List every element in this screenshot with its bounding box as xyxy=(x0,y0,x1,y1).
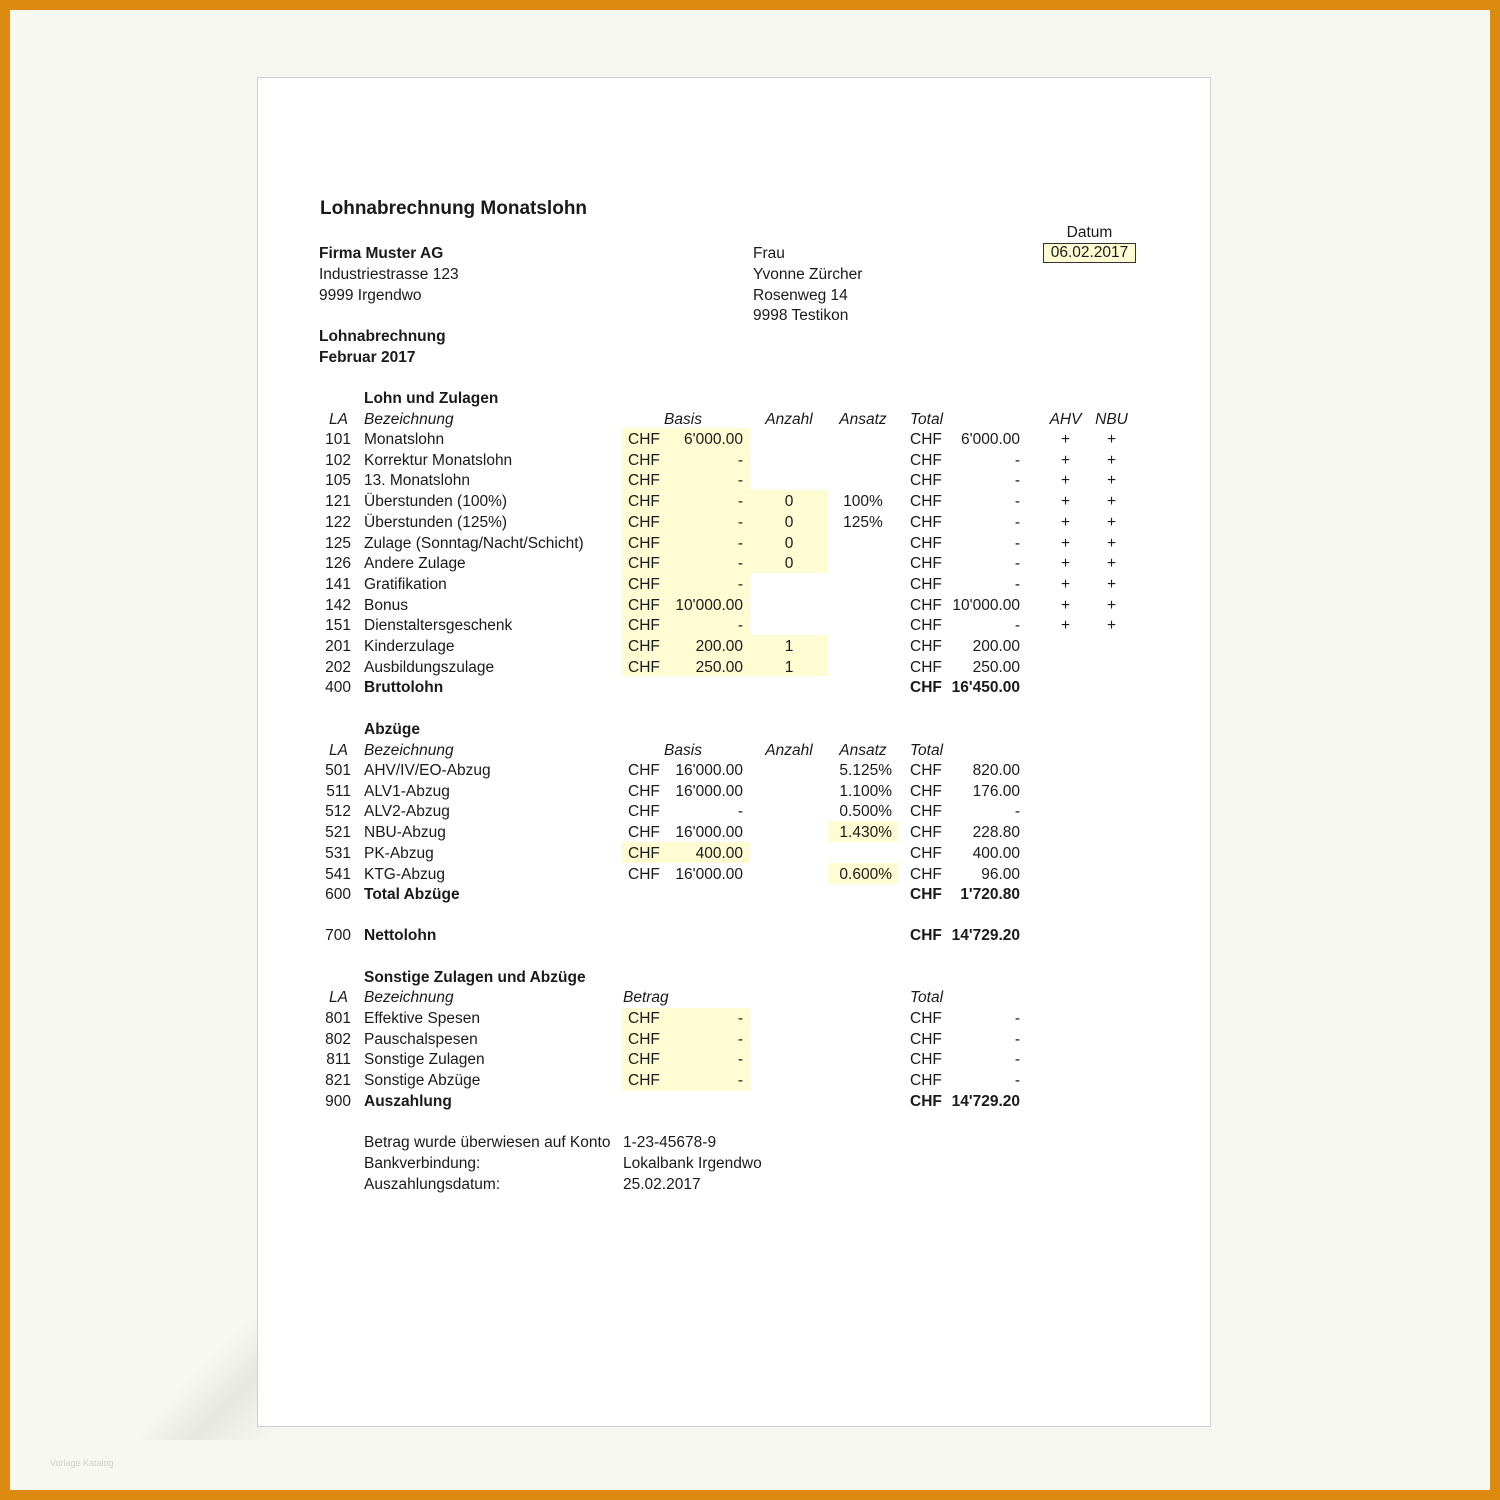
sonstige-row-betrag: - xyxy=(737,1072,743,1089)
payment-account-value: 1-23-45678-9 xyxy=(623,1134,717,1151)
abzuege-row-total: 228.80 xyxy=(972,824,1020,841)
abzuege-sum-la: 600 xyxy=(325,886,351,903)
lohn-row-currency: CHF xyxy=(628,452,660,469)
abzuege-row-basis: 16'000.00 xyxy=(675,866,743,883)
lohn-row-basis: 250.00 xyxy=(695,659,743,676)
payment-date-value: 25.02.2017 xyxy=(623,1176,701,1193)
sonstige-row-currency: CHF xyxy=(628,1010,660,1027)
lohn-row-ahv: + xyxy=(1060,493,1071,510)
lohn-row-total: 10'000.00 xyxy=(952,597,1020,614)
netto-la: 700 xyxy=(325,927,351,944)
abzuege-row-currency: CHF xyxy=(628,845,660,862)
lohn-row-total: - xyxy=(1014,555,1020,572)
lohn-row-label: Dienstaltersgeschenk xyxy=(364,617,513,634)
lohn-row-total-currency: CHF xyxy=(910,431,942,448)
lohn-row-nbu: + xyxy=(1106,576,1117,593)
lohn-header-ahv: AHV xyxy=(1049,411,1082,428)
abzuege-row-ansatz: 1.430% xyxy=(839,824,892,841)
sonstige-row-currency: CHF xyxy=(628,1051,660,1068)
abzuege-header-bez: Bezeichnung xyxy=(364,742,454,759)
lohn-row-total: - xyxy=(1014,617,1020,634)
lohn-row-anzahl: 0 xyxy=(784,514,794,531)
lohn-row-currency: CHF xyxy=(628,431,660,448)
lohn-row-total-currency: CHF xyxy=(910,555,942,572)
sonstige-row-label: Sonstige Abzüge xyxy=(364,1072,481,1089)
sonstige-row-la: 802 xyxy=(325,1031,351,1048)
lohn-row-label: Zulage (Sonntag/Nacht/Schicht) xyxy=(364,535,584,552)
lohn-row-nbu: + xyxy=(1106,452,1117,469)
lohn-row-total: - xyxy=(1014,472,1020,489)
abzuege-row-currency: CHF xyxy=(628,866,660,883)
lohn-sum-la: 400 xyxy=(325,679,351,696)
lohn-row-label: 13. Monatslohn xyxy=(364,472,470,489)
date-label: Datum xyxy=(1066,224,1113,241)
abzuege-row-ansatz: 0.500% xyxy=(839,803,892,820)
lohn-row-anzahl: 0 xyxy=(784,555,794,572)
lohn-row-la: 141 xyxy=(325,576,351,593)
lohn-row-currency: CHF xyxy=(628,535,660,552)
lohn-row-total-currency: CHF xyxy=(910,493,942,510)
sonstige-row-currency: CHF xyxy=(628,1031,660,1048)
abzuege-row-basis: - xyxy=(737,803,743,820)
sonstige-sum-currency: CHF xyxy=(910,1093,942,1110)
lohn-row-nbu: + xyxy=(1106,597,1117,614)
abzuege-row-currency: CHF xyxy=(628,824,660,841)
lohn-row-label: Überstunden (100%) xyxy=(364,493,508,510)
lohn-row-currency: CHF xyxy=(628,576,660,593)
sonstige-row-label: Pauschalspesen xyxy=(364,1031,478,1048)
recipient-street: Rosenweg 14 xyxy=(753,287,848,304)
lohn-row-currency: CHF xyxy=(628,638,660,655)
sonstige-row-betrag: - xyxy=(737,1010,743,1027)
lohn-row-la: 125 xyxy=(325,535,351,552)
abzuege-row-ansatz: 5.125% xyxy=(839,762,892,779)
abzuege-header-basis: Basis xyxy=(664,742,702,759)
abzuege-header-anzahl: Anzahl xyxy=(765,742,813,759)
lohn-row-total-currency: CHF xyxy=(910,472,942,489)
abzuege-header-la: LA xyxy=(329,742,348,759)
lohn-row-total: - xyxy=(1014,514,1020,531)
abzuege-row-basis: 16'000.00 xyxy=(675,824,743,841)
abzuege-row-label: PK-Abzug xyxy=(364,845,434,862)
lohn-header-total: Total xyxy=(910,411,944,428)
sonstige-row-total: - xyxy=(1014,1010,1020,1027)
lohn-row-label: Kinderzulage xyxy=(364,638,455,655)
recipient-name: Yvonne Zürcher xyxy=(753,266,863,283)
abzuege-row-total-currency: CHF xyxy=(910,824,942,841)
abzuege-row-la: 521 xyxy=(325,824,351,841)
lohn-row-total-currency: CHF xyxy=(910,659,942,676)
abzuege-row-total-currency: CHF xyxy=(910,803,942,820)
lohn-row-basis: - xyxy=(737,493,743,510)
recipient-salutation: Frau xyxy=(753,245,785,262)
lohn-row-ahv: + xyxy=(1060,597,1071,614)
lohn-row-anzahl: 0 xyxy=(784,493,794,510)
lohn-row-nbu: + xyxy=(1106,514,1117,531)
abzuege-row-total-currency: CHF xyxy=(910,866,942,883)
sonstige-row-la: 821 xyxy=(325,1072,351,1089)
lohn-row-currency: CHF xyxy=(628,555,660,572)
lohn-row-total: - xyxy=(1014,493,1020,510)
abzuege-row-label: NBU-Abzug xyxy=(364,824,446,841)
abzuege-row-la: 512 xyxy=(325,803,351,820)
lohn-row-ahv: + xyxy=(1060,431,1071,448)
lohn-row-nbu: + xyxy=(1106,493,1117,510)
sonstige-row-total: - xyxy=(1014,1072,1020,1089)
watermark: Vorlage Katalog xyxy=(50,1458,114,1468)
sonstige-row-currency: CHF xyxy=(628,1072,660,1089)
sonstige-row-la: 801 xyxy=(325,1010,351,1027)
lohn-row-nbu: + xyxy=(1106,431,1117,448)
lohn-row-la: 101 xyxy=(325,431,351,448)
payslip-page xyxy=(257,77,1211,1427)
netto-label: Nettolohn xyxy=(364,927,437,944)
payment-bank-value: Lokalbank Irgendwo xyxy=(623,1155,762,1172)
company-city: 9999 Irgendwo xyxy=(319,287,422,304)
lohn-row-la: 151 xyxy=(325,617,351,634)
abzuege-row-total-currency: CHF xyxy=(910,783,942,800)
payment-date-label: Auszahlungsdatum: xyxy=(364,1176,501,1193)
sonstige-row-label: Effektive Spesen xyxy=(364,1010,481,1027)
payment-account-label: Betrag wurde überwiesen auf Konto xyxy=(364,1134,611,1151)
lohn-row-la: 142 xyxy=(325,597,351,614)
lohn-row-total: - xyxy=(1014,535,1020,552)
abzuege-row-currency: CHF xyxy=(628,803,660,820)
sonstige-sum-la: 900 xyxy=(325,1093,351,1110)
lohn-row-la: 126 xyxy=(325,555,351,572)
lohn-row-ahv: + xyxy=(1060,555,1071,572)
sonstige-sum-label: Auszahlung xyxy=(364,1093,452,1110)
sonstige-header-bez: Bezeichnung xyxy=(364,989,454,1006)
abzuege-header-ansatz: Ansatz xyxy=(839,742,887,759)
abzuege-row-total-currency: CHF xyxy=(910,845,942,862)
abzuege-sum-total: 1'720.80 xyxy=(960,886,1020,903)
lohn-row-ahv: + xyxy=(1060,617,1071,634)
lohn-row-la: 202 xyxy=(325,659,351,676)
lohn-row-total: 250.00 xyxy=(972,659,1020,676)
lohn-row-basis: - xyxy=(737,452,743,469)
lohn-row-anzahl: 1 xyxy=(784,659,794,676)
abzuege-row-ansatz: 1.100% xyxy=(839,783,892,800)
lohn-sum-total: 16'450.00 xyxy=(951,679,1020,696)
lohn-row-basis: 6'000.00 xyxy=(684,431,743,448)
netto-currency: CHF xyxy=(910,927,942,944)
sonstige-row-total-currency: CHF xyxy=(910,1072,942,1089)
lohn-row-total-currency: CHF xyxy=(910,514,942,531)
sonstige-row-la: 811 xyxy=(326,1051,351,1068)
lohn-row-total-currency: CHF xyxy=(910,597,942,614)
lohn-row-basis: 10'000.00 xyxy=(675,597,743,614)
lohn-header-la: LA xyxy=(329,411,348,428)
period: Februar 2017 xyxy=(319,349,416,366)
abzuege-row-la: 501 xyxy=(325,762,351,779)
lohn-row-anzahl: 1 xyxy=(784,638,794,655)
section-sonstige-title: Sonstige Zulagen und Abzüge xyxy=(364,969,586,986)
abzuege-row-la: 541 xyxy=(325,866,351,883)
lohn-row-ahv: + xyxy=(1060,535,1071,552)
abzuege-row-label: KTG-Abzug xyxy=(364,866,445,883)
sonstige-row-total-currency: CHF xyxy=(910,1010,942,1027)
sonstige-row-total: - xyxy=(1014,1031,1020,1048)
abzuege-sum-label: Total Abzüge xyxy=(364,886,460,903)
abzuege-row-total-currency: CHF xyxy=(910,762,942,779)
lohn-header-bez: Bezeichnung xyxy=(364,411,454,428)
abzuege-row-total: 400.00 xyxy=(972,845,1020,862)
lohn-row-total-currency: CHF xyxy=(910,617,942,634)
lohn-row-la: 121 xyxy=(325,493,351,510)
sonstige-row-total: - xyxy=(1014,1051,1020,1068)
lohn-header-nbu: NBU xyxy=(1095,411,1128,428)
lohn-row-ahv: + xyxy=(1060,576,1071,593)
lohn-row-total: - xyxy=(1014,452,1020,469)
lohn-row-label: Monatslohn xyxy=(364,431,445,448)
recipient-city: 9998 Testikon xyxy=(753,307,849,324)
lohn-row-label: Gratifikation xyxy=(364,576,447,593)
lohn-row-currency: CHF xyxy=(628,472,660,489)
lohn-row-basis: - xyxy=(737,617,743,634)
lohn-row-total-currency: CHF xyxy=(910,452,942,469)
lohn-row-label: Bonus xyxy=(364,597,408,614)
sonstige-row-betrag: - xyxy=(737,1031,743,1048)
abzuege-row-total: 176.00 xyxy=(972,783,1020,800)
lohn-row-basis: - xyxy=(737,472,743,489)
sonstige-header-betrag: Betrag xyxy=(623,989,669,1006)
section-lohn-title: Lohn und Zulagen xyxy=(364,390,499,407)
lohn-row-ansatz: 100% xyxy=(843,493,883,510)
sonstige-row-total-currency: CHF xyxy=(910,1031,942,1048)
sonstige-row-total-currency: CHF xyxy=(910,1051,942,1068)
date-field[interactable]: 06.02.2017 xyxy=(1043,243,1136,263)
lohn-sum-currency: CHF xyxy=(910,679,942,696)
abzuege-row-basis: 400.00 xyxy=(695,845,743,862)
abzuege-row-ansatz: 0.600% xyxy=(839,866,892,883)
lohn-row-total-currency: CHF xyxy=(910,535,942,552)
subtitle: Lohnabrechnung xyxy=(319,328,446,345)
lohn-row-ahv: + xyxy=(1060,514,1071,531)
sonstige-sum-total: 14'729.20 xyxy=(951,1093,1020,1110)
payment-bank-label: Bankverbindung: xyxy=(364,1155,481,1172)
lohn-row-la: 105 xyxy=(325,472,351,489)
lohn-row-currency: CHF xyxy=(628,597,660,614)
lohn-row-ansatz: 125% xyxy=(843,514,883,531)
lohn-row-nbu: + xyxy=(1106,617,1117,634)
sonstige-header-total: Total xyxy=(910,989,944,1006)
lohn-row-total: 6'000.00 xyxy=(961,431,1020,448)
lohn-row-label: Überstunden (125%) xyxy=(364,514,508,531)
lohn-row-label: Korrektur Monatslohn xyxy=(364,452,513,469)
abzuege-row-basis: 16'000.00 xyxy=(675,762,743,779)
lohn-row-nbu: + xyxy=(1106,555,1117,572)
section-abzuege-title: Abzüge xyxy=(364,721,420,738)
lohn-row-la: 102 xyxy=(325,452,351,469)
lohn-row-ahv: + xyxy=(1060,472,1071,489)
lohn-row-label: Andere Zulage xyxy=(364,555,466,572)
company-name: Firma Muster AG xyxy=(319,245,444,262)
abzuege-row-label: ALV1-Abzug xyxy=(364,783,450,800)
abzuege-row-label: ALV2-Abzug xyxy=(364,803,450,820)
lohn-row-anzahl: 0 xyxy=(784,535,794,552)
lohn-row-basis: - xyxy=(737,555,743,572)
lohn-row-la: 201 xyxy=(325,638,351,655)
abzuege-row-label: AHV/IV/EO-Abzug xyxy=(364,762,491,779)
abzuege-sum-currency: CHF xyxy=(910,886,942,903)
lohn-row-currency: CHF xyxy=(628,514,660,531)
lohn-row-total: 200.00 xyxy=(972,638,1020,655)
lohn-row-basis: - xyxy=(737,514,743,531)
netto-total: 14'729.20 xyxy=(951,927,1020,944)
sonstige-header-la: LA xyxy=(329,989,348,1006)
lohn-row-total: - xyxy=(1014,576,1020,593)
lohn-row-label: Ausbildungszulage xyxy=(364,659,495,676)
abzuege-row-total: 820.00 xyxy=(972,762,1020,779)
lohn-row-basis: 200.00 xyxy=(695,638,743,655)
lohn-header-basis: Basis xyxy=(664,411,702,428)
lohn-row-nbu: + xyxy=(1106,535,1117,552)
abzuege-row-currency: CHF xyxy=(628,762,660,779)
lohn-sum-label: Bruttolohn xyxy=(364,679,444,696)
lohn-header-ansatz: Ansatz xyxy=(839,411,887,428)
abzuege-row-basis: 16'000.00 xyxy=(675,783,743,800)
sonstige-row-label: Sonstige Zulagen xyxy=(364,1051,485,1068)
abzuege-row-total: 96.00 xyxy=(981,866,1020,883)
lohn-row-la: 122 xyxy=(325,514,351,531)
lohn-row-nbu: + xyxy=(1106,472,1117,489)
lohn-row-ahv: + xyxy=(1060,452,1071,469)
lohn-row-total-currency: CHF xyxy=(910,576,942,593)
lohn-row-currency: CHF xyxy=(628,493,660,510)
abzuege-row-la: 531 xyxy=(325,845,351,862)
lohn-row-currency: CHF xyxy=(628,659,660,676)
abzuege-row-la: 511 xyxy=(326,783,351,800)
lohn-row-basis: - xyxy=(737,535,743,552)
lohn-row-currency: CHF xyxy=(628,617,660,634)
abzuege-row-total: - xyxy=(1014,803,1020,820)
abzuege-header-total: Total xyxy=(910,742,944,759)
lohn-row-basis: - xyxy=(737,576,743,593)
document-title: Lohnabrechnung Monatslohn xyxy=(320,198,588,219)
abzuege-row-currency: CHF xyxy=(628,783,660,800)
lohn-row-total-currency: CHF xyxy=(910,638,942,655)
lohn-header-anzahl: Anzahl xyxy=(765,411,813,428)
company-street: Industriestrasse 123 xyxy=(319,266,459,283)
sonstige-row-betrag: - xyxy=(737,1051,743,1068)
